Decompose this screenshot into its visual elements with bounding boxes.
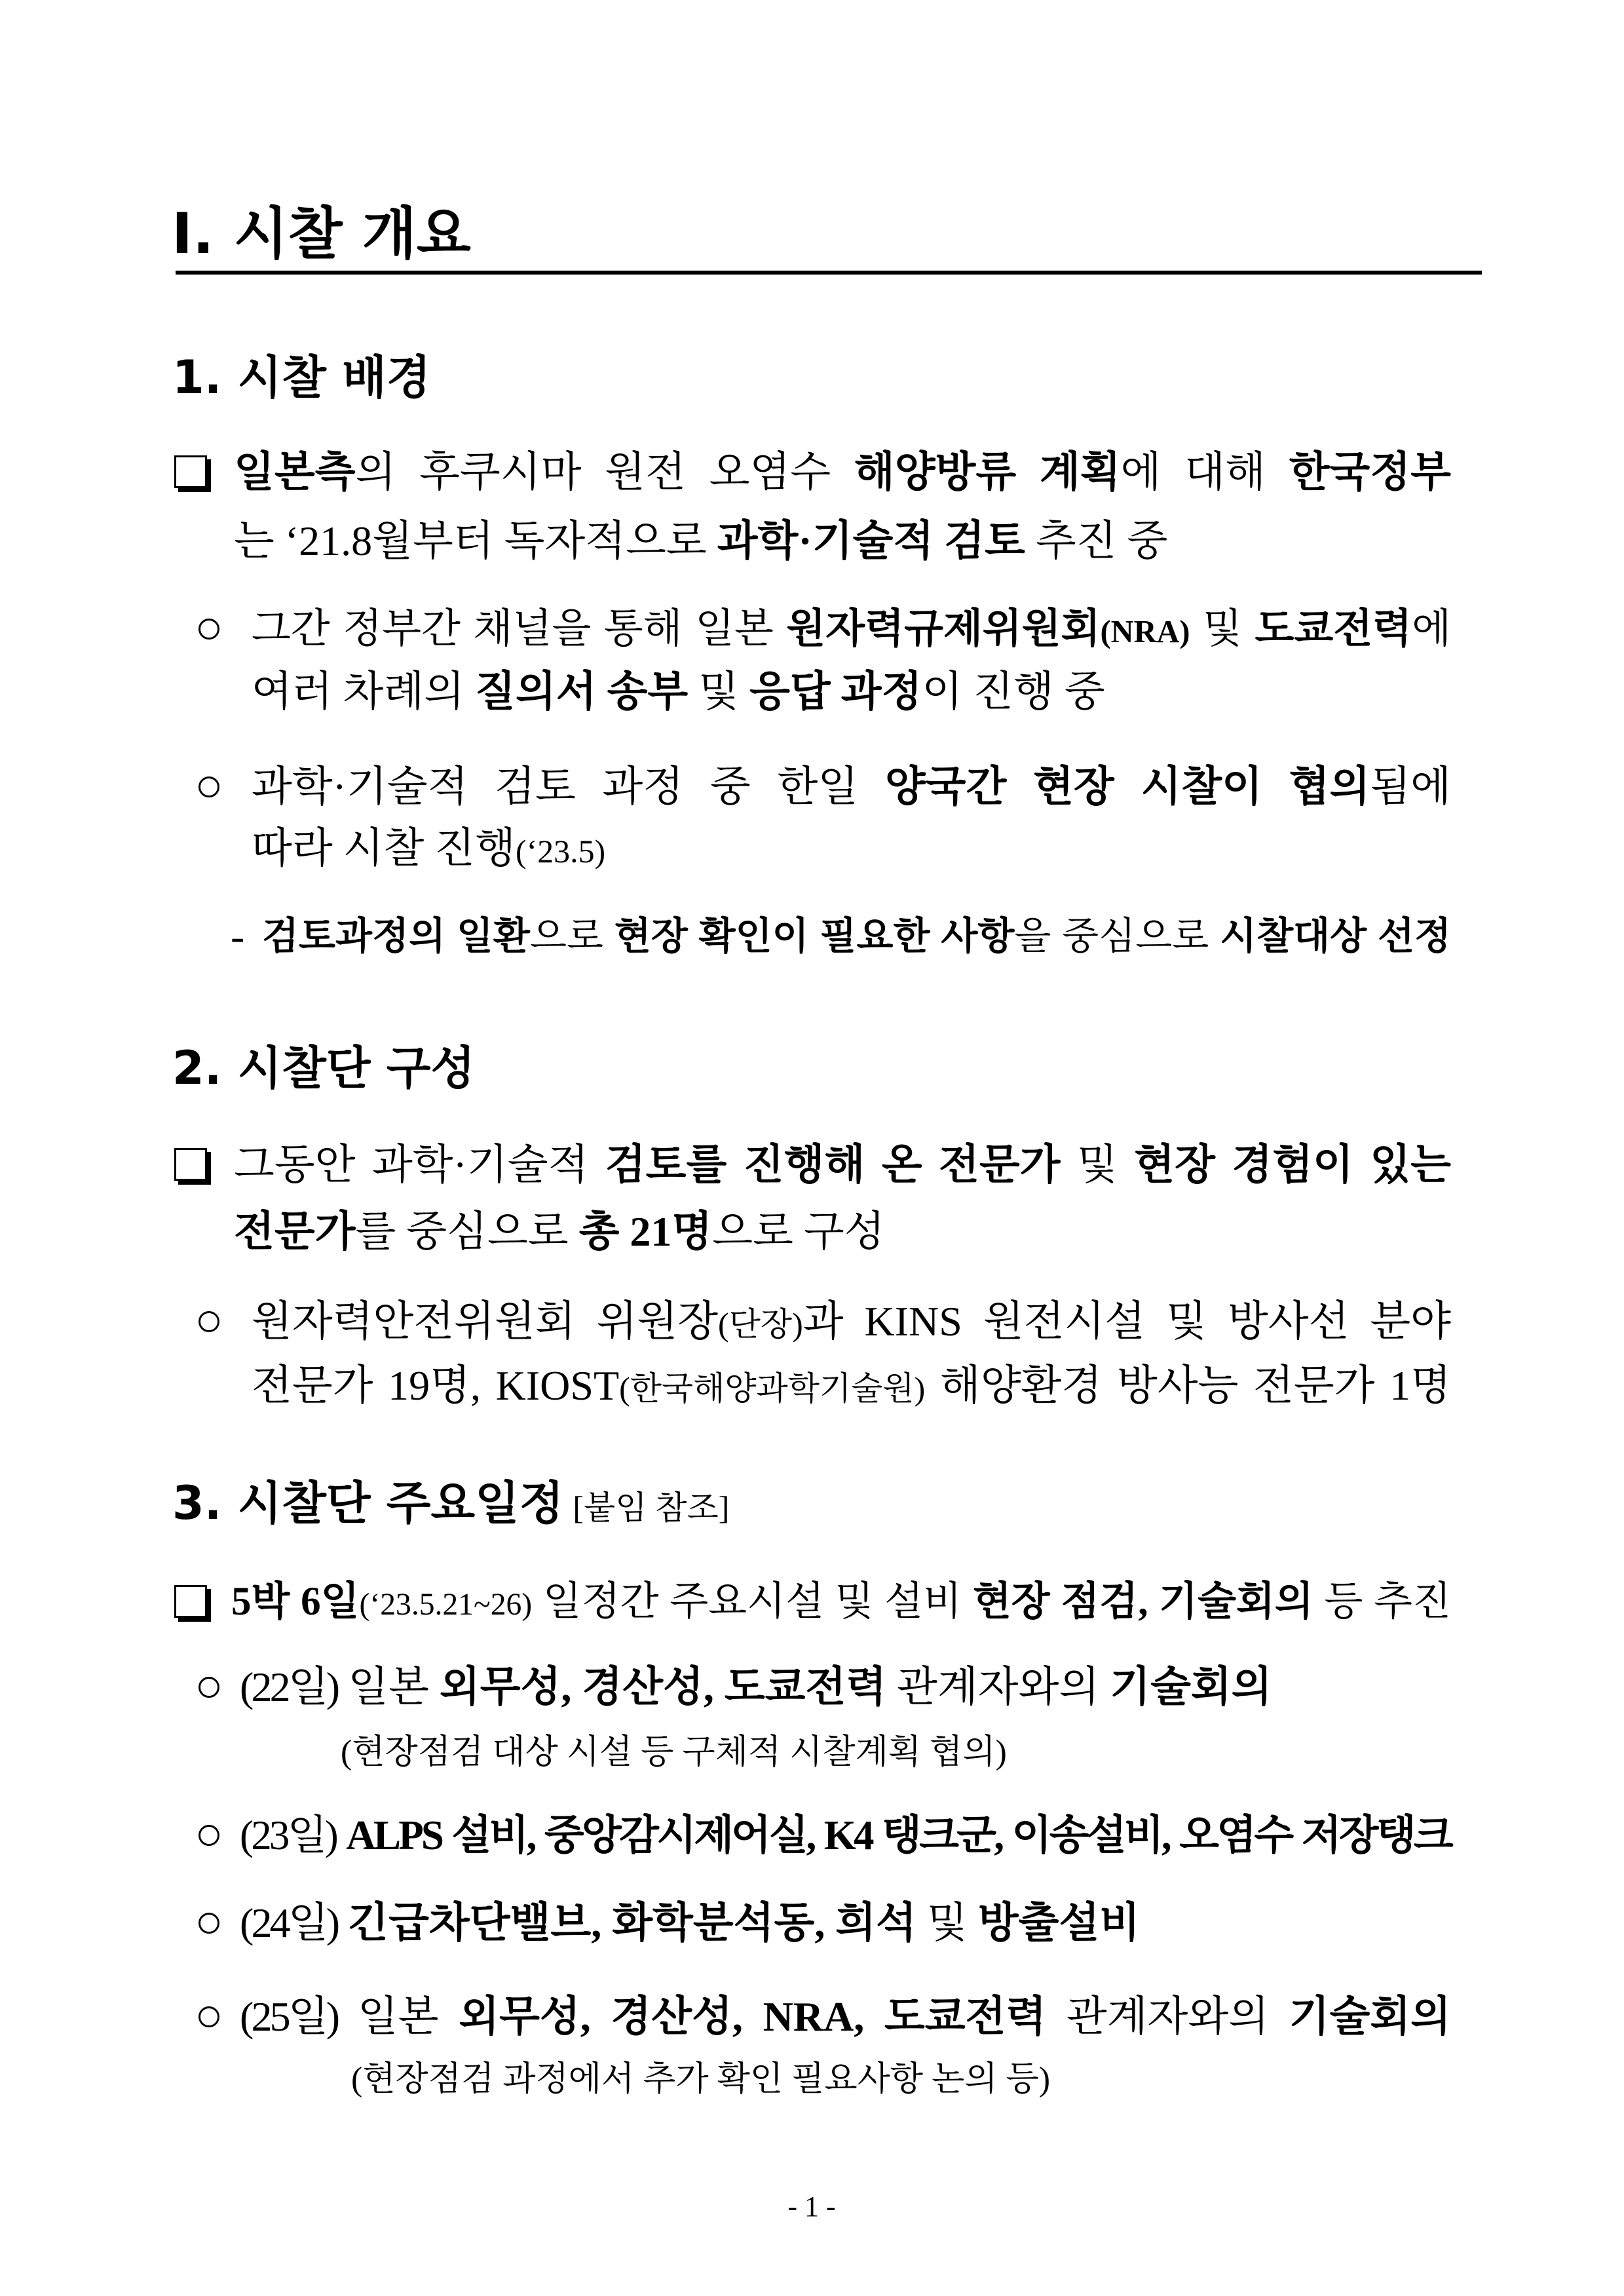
attachment-reference: [붙임 참조] [573,1489,730,1526]
text-run: 관계자와의 [1046,1993,1289,2040]
text-run: 기술회의 [1110,1664,1272,1710]
text-run: 한국정부 [1289,449,1451,495]
text-run: 으로 구성 [712,1208,885,1255]
text-run: 응답 과정 [749,668,922,715]
text-run: 일본 [337,1993,459,2040]
text-run: 방출설비 [977,1900,1141,1946]
s1-bullet-1-line-2 [252,662,1451,721]
s1-box-line-1 [234,443,1451,502]
text-run: 양국간 현장 시찰이 협의 [884,763,1370,810]
title-underline [176,271,1482,275]
schedule-day: (23일) [240,1812,336,1858]
schedule-day: (22일) [240,1664,338,1710]
text-run: ALPS 설비, 중앙감시제어실, K4 탱크군, 이송설비, 오염수 저장탱크 [335,1812,1451,1858]
circle-bullet-icon [198,1913,219,1934]
circle-bullet-icon [198,1825,219,1846]
schedule-item-22 [240,1658,1451,1717]
text-run: 원자력규제위원회 [786,607,1101,651]
dash-marker: - [231,913,245,959]
s2-box-line-2 [234,1202,1451,1261]
text-run: 해양방류 계획 [854,449,1121,495]
text-run: 일본 [337,1664,440,1710]
text-run: 일정간 주요시설 및 설비 [532,1580,973,1624]
text-run: 에 대해 [1120,449,1289,495]
text-run: 여러 차례의 [252,668,476,715]
circle-bullet-icon [198,2006,219,2027]
text-run: 를 중심으로 [355,1208,579,1255]
text-run: 및 [916,1900,978,1946]
text-run: 등 추진 [1313,1580,1452,1624]
text-run: (단장) [718,1307,803,1343]
section-1-heading: 1. 시찰 배경 [172,351,431,404]
text-run: 이 진행 중 [922,668,1105,715]
page-number: - 1 - [787,2191,836,2223]
circle-bullet-icon [198,619,219,640]
circle-bullet-icon [198,1311,219,1332]
text-run: 따라 시찰 진행 [252,825,516,871]
section-3-heading [172,1474,1417,1537]
text-run: 및 [688,668,750,715]
text-run: 과학·기술적 검토 과정 중 한일 [252,763,885,810]
s2-box-line-1 [234,1136,1451,1195]
text-run: 됨에 [1370,763,1451,810]
s1-bullet-2-line-2 [252,819,1451,881]
text-run: 는 ‘21.8월부터 독자적으로 [234,518,717,564]
text-run: 긴급차단밸브, 화학분석동, 희석 [337,1900,916,1946]
s1-bullet-2-line-1 [252,757,1451,816]
section-2-heading: 2. 시찰단 구성 [172,1041,476,1095]
schedule-item-23 [240,1806,1451,1865]
text-run: 검토를 진행해 온 전문가 [605,1141,1061,1188]
text-run: (NRA) [1100,615,1190,649]
text-run: 그간 정부간 채널을 통해 일본 [252,607,787,651]
text-run: (한국해양과학기술원) [619,1371,926,1407]
text-run: 그동안 과학·기술적 [234,1141,605,1188]
text-run: 추진 중 [1025,518,1168,564]
text-run: 시찰대상 선정 [1220,915,1452,957]
text-run: 관계자와의 [886,1664,1110,1710]
text-run: 검토과정의 일환 [262,915,530,957]
square-bullet-icon [174,455,207,488]
text-run: 도쿄전력 [1255,607,1412,651]
text-run: 및 [1060,1141,1135,1188]
text-run: 총 21명 [578,1208,713,1255]
chapter-title: Ⅰ. 시찰 개요 [172,201,471,267]
text-run: 을 중심으로 [1014,915,1220,957]
text-run: 일본측 [234,449,356,495]
text-run: 현장 확인이 필요한 사항 [614,915,1015,957]
square-bullet-icon [174,1148,207,1181]
s1-box-line-2 [234,512,1451,571]
schedule-item-24 [240,1894,1451,1953]
s2-bullet-line-2 [252,1356,1451,1419]
s1-bullet-1-line-1 [252,600,1451,662]
text-run: (‘23.5) [515,833,606,870]
circle-bullet-icon [198,1677,219,1698]
text-run: 현장 점검, 기술회의 [972,1580,1313,1624]
schedule-item-25 [240,1987,1451,2046]
text-run: 외무성, 경산성, 도쿄전력 [439,1664,887,1710]
text-run: 기술회의 [1289,1993,1451,2040]
text-run: 의 후쿠시마 원전 오염수 [355,449,854,495]
s1-dash-line [262,907,1451,966]
schedule-day: (24일) [240,1900,338,1946]
text-run: 외무성, 경산성, NRA, 도쿄전력 [459,1993,1047,2040]
text-run: 원자력안전위원회 위원장 [252,1298,719,1345]
text-run: 5박 6일 [231,1580,360,1624]
s3-box-line [231,1573,1451,1634]
text-run: 해양환경 방사능 전문가 1명 [925,1362,1451,1409]
text-run: 전문가 19명, KIOST [252,1362,620,1409]
section-3-title: 3. 시찰단 주요일정 [172,1476,564,1530]
schedule-item-22-note: (현장점검 대상 시설 등 구체적 시찰계획 협의) [341,1734,1007,1771]
text-run: 전문가 [234,1208,356,1255]
schedule-day: (25일) [240,1993,338,2040]
square-bullet-icon [174,1585,207,1618]
schedule-item-25-note: (현장점검 과정에서 추가 확인 필요사항 논의 등) [351,2061,1051,2098]
text-run: 및 [1190,607,1255,651]
text-run: 질의서 송부 [475,668,689,715]
text-run: 현장 경험이 있는 [1134,1141,1451,1188]
text-run: 과 KINS 원전시설 및 방사선 분야 [803,1298,1451,1345]
text-run: 과학·기술적 검토 [717,518,1025,564]
circle-bullet-icon [198,776,219,797]
text-run: 으로 [529,915,614,957]
text-run: (‘23.5.21~26) [359,1588,533,1622]
s2-bullet-line-1 [252,1292,1451,1354]
text-run: 에 [1412,607,1451,651]
